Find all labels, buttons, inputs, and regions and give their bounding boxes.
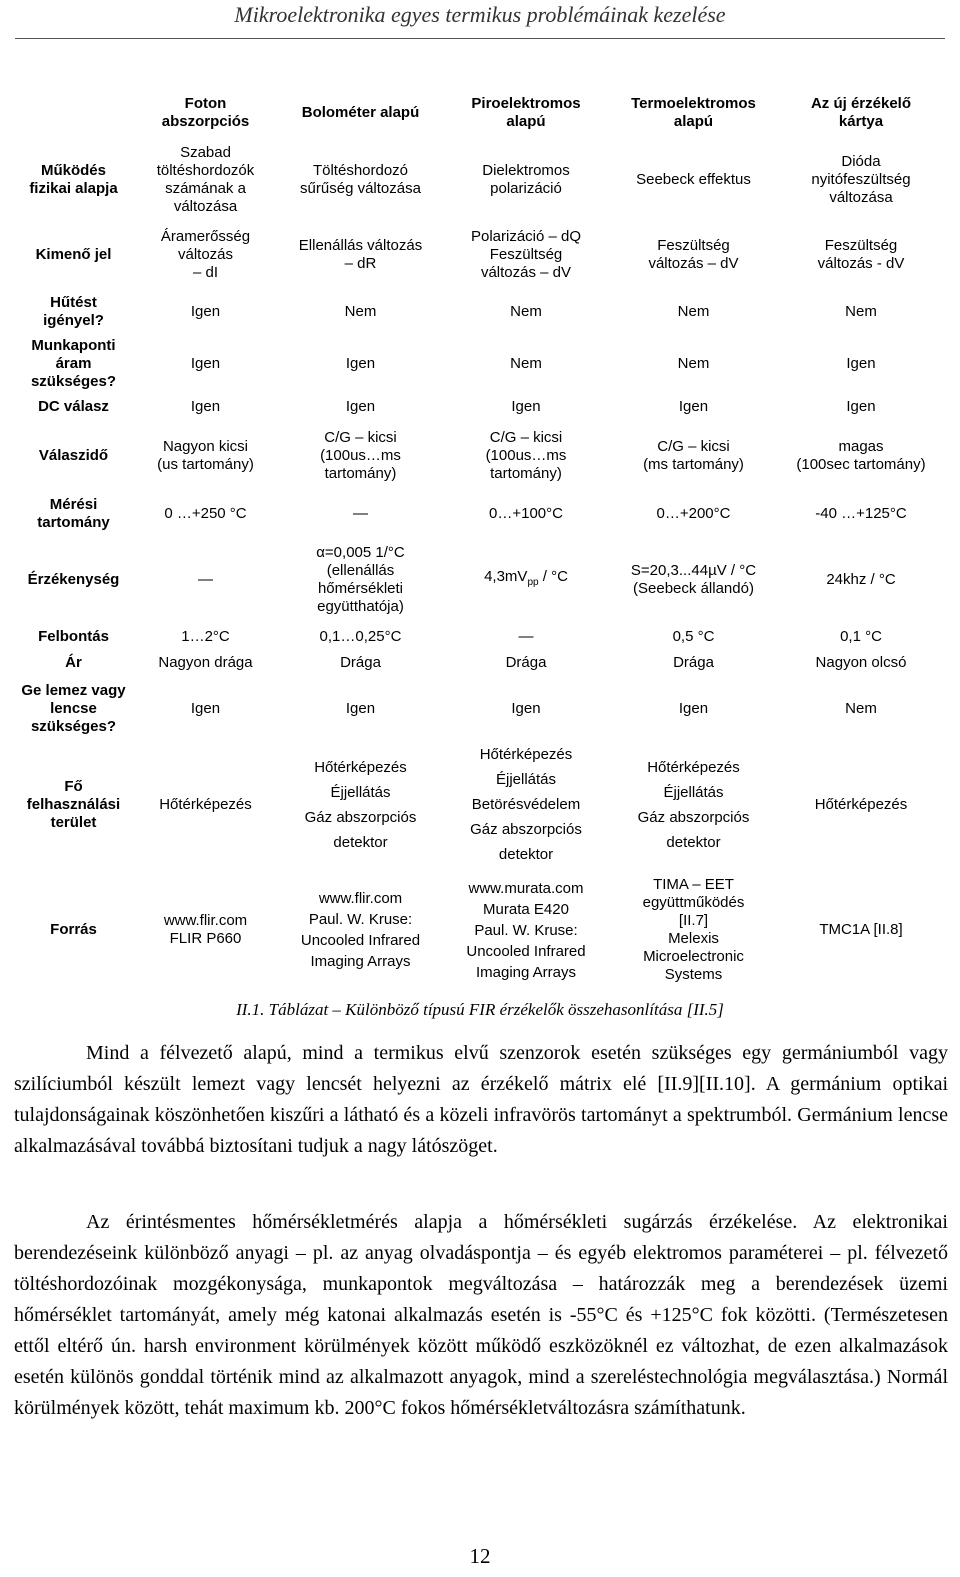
column-header: Az új érzékelő kártya [810, 95, 912, 130]
table-cell: Töltéshordozó sűrűség változása [300, 162, 421, 197]
table-row [15, 624, 945, 650]
table-cell: C/G – kicsi (ms tartomány) [643, 438, 744, 473]
table-cell [442, 536, 610, 624]
table-cell: — [198, 571, 213, 588]
table-cell: Igen [846, 398, 876, 415]
table-row [15, 742, 945, 867]
table-cell: — [353, 505, 368, 522]
column-header: Bolométer alapú [301, 104, 420, 121]
table-row [15, 420, 945, 492]
table-cell: 0,5 °C [672, 628, 715, 645]
row-header: Forrás [50, 921, 97, 938]
table-cell: 1…2°C [181, 628, 230, 645]
row-header: Ge lemez vagy lencse szükséges? [21, 682, 126, 735]
table-cell: Drága [673, 654, 714, 671]
table-cell: Nagyon olcsó [815, 654, 907, 671]
table-cell: Nagyon kicsi (us tartomány) [157, 438, 254, 473]
table-cell: Igen [511, 700, 541, 717]
table-cell: Igen [678, 700, 709, 717]
row-header: Kimenő jel [35, 246, 112, 263]
table-cell: -40 …+125°C [815, 505, 907, 522]
table-cell: Igen [345, 355, 376, 372]
row-header: Mérési tartomány [37, 496, 110, 531]
page-number: 12 [469, 1544, 491, 1568]
paragraph: Mind a félvezető alapú, mind a termikus elvű szenzorok esetén szükséges egy germániumból vagy szilíciumból készült lemezt vagy lencsét helyezni az érzékelő mátrix elé [II.9][II.10]. A germánium optikai tulajdonságainak köszönhetően kiszűri a látható és a közeli infravörös tartományt a spektrumból. Germánium lencse alkalmazásával továbbá biztosítani tudjuk a nagy látószöget. [14, 1042, 948, 1157]
table-cell: Hőtérképezés [814, 795, 908, 813]
table-cell: TMC1A [II.8] [819, 921, 903, 938]
table-row [15, 394, 945, 420]
table-cell: Nem [344, 303, 377, 320]
row-header: Érzékenység [27, 571, 120, 588]
row-header: Válaszidő [38, 447, 109, 464]
table-cell: Áramerősség változás – dI [160, 228, 251, 281]
table-cell: Nem [845, 303, 877, 320]
table-cell: www.murata.com Murata E420 Paul. W. Kruse: Uncooled Infrared Imaging Arrays [466, 879, 586, 981]
row-header: Munkaponti áram szükséges? [30, 337, 117, 390]
table-row [15, 290, 945, 334]
column-header: Termoelektromos alapú [631, 95, 756, 130]
row-header: Működés fizikai alapja [29, 162, 118, 197]
row-header: Hűtést igényel? [43, 294, 104, 329]
table-caption: II.1. Táblázat – Különböző típusú FIR érzékelők összehasonlítása [II.5] [236, 1000, 724, 1019]
table-cell: magas (100sec tartomány) [796, 438, 926, 473]
table-cell: Hőtérképezés Éjjellátás Gáz abszorpciós detektor [637, 758, 750, 851]
running-header: Mikroelektronika egyes termikus problémáinak kezelése [234, 2, 726, 27]
table-cell: Dióda nyitófeszültség változása [811, 153, 911, 206]
table-cell: Nem [510, 355, 542, 372]
table-cell: 0,1…0,25°C [319, 628, 402, 645]
table-row [15, 492, 945, 536]
table-cell: C/G – kicsi (100us…ms tartomány) [320, 429, 401, 482]
table-cell: Drága [505, 654, 547, 671]
table-cell: 0…+200°C [656, 505, 731, 522]
row-header: Ár [65, 654, 82, 671]
table-row [15, 650, 945, 676]
table-row [15, 676, 945, 742]
table-cell: S=20,3...44µV / °C (Seebeck állandó) [630, 562, 757, 597]
table-cell: Nem [845, 700, 877, 717]
table-cell: Igen [190, 303, 221, 320]
table-cell: Igen [345, 700, 376, 717]
table-corner-cell [15, 86, 132, 140]
table-cell: Hőtérképezés Éjjellátás Betörésvédelem Gáz abszorpciós detektor [470, 746, 582, 863]
table-cell: C/G – kicsi (100us…ms tartomány) [485, 429, 567, 482]
comparison-table [15, 86, 945, 993]
table-cell: Igen [511, 398, 541, 415]
row-header: Fő felhasználási terület [26, 777, 121, 831]
table-row [15, 334, 945, 394]
table-row [15, 140, 945, 220]
table-cell: Hőtérképezés [159, 795, 252, 813]
table-cell: α=0,005 1/°C (ellenállás hőmérsékleti együtthatója) [316, 544, 405, 615]
table-cell: www.flir.com FLIR P660 [163, 912, 248, 947]
paragraph: Az érintésmentes hőmérsékletmérés alapja a hőmérsékleti sugárzás érzékelése. Az elektronikai berendezéseink különböző anyagi – pl. az anyag olvadáspontja – és egyéb elektromos paraméterei – pl. félvezető töltéshordozóinak mozgékonysága, munkapontok megváltozása – határozzák meg a berendezések üzemi hőmérséklet tartományát, amely még katonai alkalmazás esetén is -55°C és +125°C fok közötti. (Természetesen ettől eltérő ún. harsh environment körülmények között működő eszközöknél ez változhat, de ezen alkalmazások esetén különös gonddal történik mind az alkalmazott anyagok, mind a szereléstechnológia megválasztása.) Normál körülmények között, tehát maximum kb. 200°C fokos hőmérsékletváltozásra számíthatunk. [14, 1211, 948, 1419]
table-cell: — [518, 628, 534, 645]
table-cell: Nem [510, 303, 542, 320]
table-header-row [15, 86, 945, 140]
table-cell: 0 …+250 °C [164, 505, 247, 522]
sensitivity-unit: / °C [538, 568, 568, 585]
row-header: DC válasz [38, 398, 109, 415]
row-header: Felbontás [38, 628, 109, 645]
table-cell: Dielektromos polarizáció [482, 162, 570, 197]
table-cell: 0…+100°C [489, 505, 563, 522]
table-cell: 0,1 °C [840, 628, 882, 645]
table-row [15, 536, 945, 624]
table-cell: Hőtérképezés Éjjellátás Gáz abszorpciós detektor [304, 758, 417, 851]
table-cell: Nem [677, 355, 710, 372]
column-header: Foton abszorpciós [161, 95, 250, 130]
table-cell: Igen [190, 700, 221, 717]
column-header: Piroelektromos alapú [471, 95, 581, 130]
table-cell: Igen [846, 355, 876, 372]
table-cell: TIMA – EET együttműködés [II.7] Melexis Microelectronic Systems [642, 876, 745, 983]
table-cell: Szabad töltéshordozók számának a változása [156, 144, 255, 215]
table-cell: Drága [340, 654, 381, 671]
table-row [15, 867, 945, 993]
table-cell: www.flir.com Paul. W. Kruse: Uncooled Infrared Imaging Arrays [300, 890, 421, 970]
header-rule [15, 38, 945, 39]
table-cell: Igen [678, 398, 709, 415]
subscript-pp: pp [527, 577, 539, 588]
sensitivity-value: 4,3mV [484, 568, 528, 585]
table-cell: Igen [345, 398, 376, 415]
table-cell: Feszültség változás - dV [817, 237, 905, 272]
table-cell: Nagyon drága [158, 654, 253, 671]
table-cell: Seebeck effektus [636, 171, 751, 188]
table-row [15, 220, 945, 290]
table-cell: 24khz / °C [826, 571, 896, 588]
table-cell: Ellenállás változás – dR [298, 237, 423, 272]
table-cell: Igen [190, 355, 221, 372]
table-cell: Polarizáció – dQ Feszültség változás – dV [470, 228, 582, 281]
table-cell: Igen [190, 398, 221, 415]
table-cell: Feszültség változás – dV [648, 237, 739, 272]
table-cell: Nem [677, 303, 710, 320]
